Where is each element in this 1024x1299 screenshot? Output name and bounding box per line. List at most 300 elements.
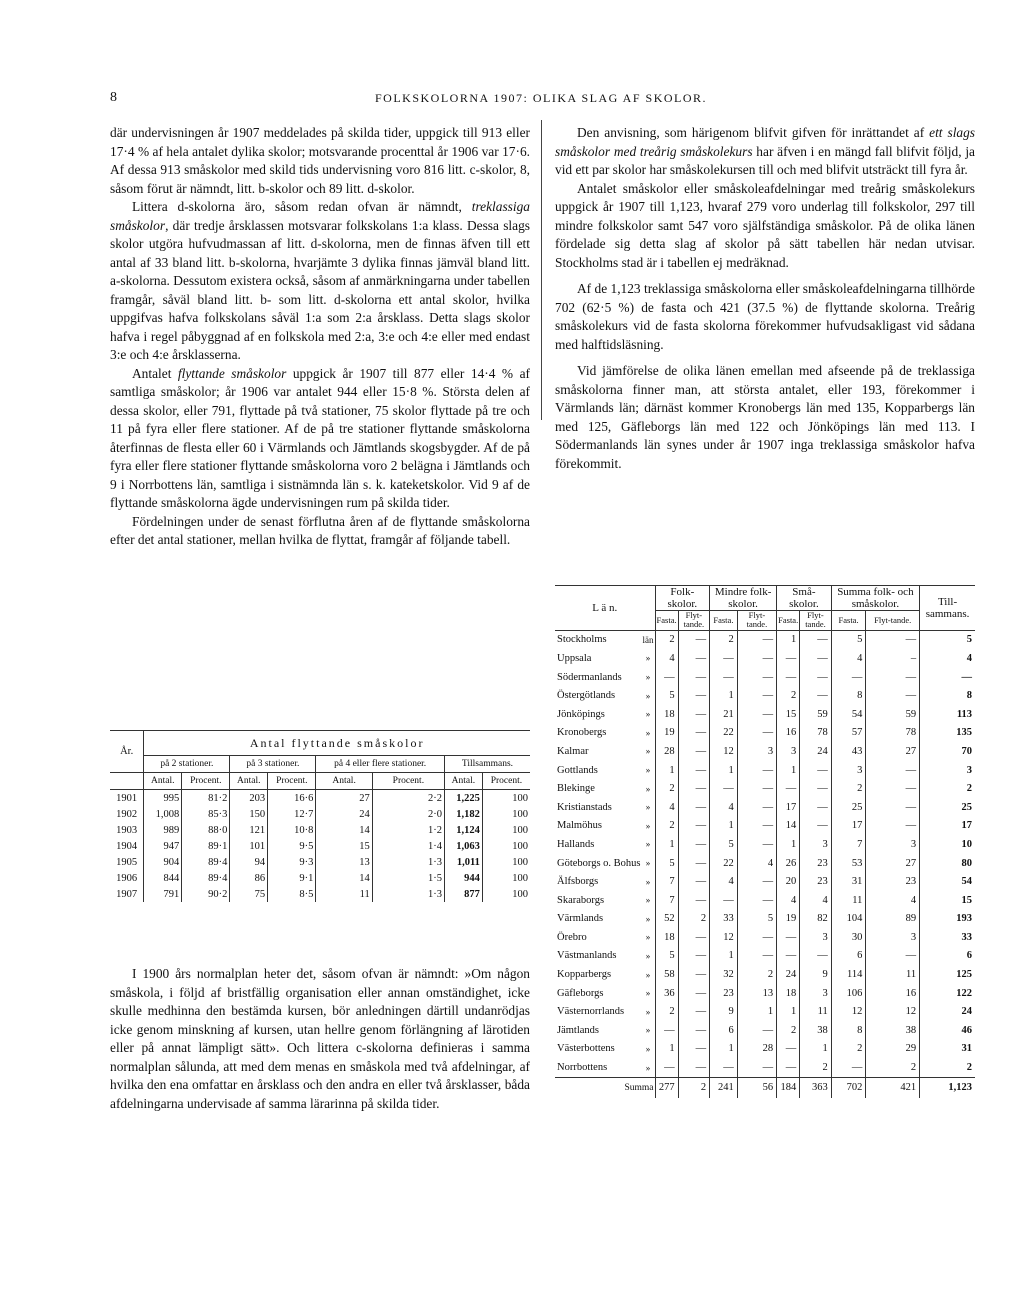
table-cell: — — [800, 686, 831, 705]
table-cell: — — [678, 947, 709, 966]
table-cell: — — [678, 649, 709, 668]
table-cell: — — [777, 779, 800, 798]
lan-suffix: » — [642, 798, 656, 817]
table-cell: 1,124 — [444, 822, 482, 838]
table-cell: 10 — [961, 838, 972, 850]
table-cell: — — [866, 686, 920, 705]
table-cell: — — [737, 668, 776, 687]
sum-cell: 277 — [655, 1077, 678, 1098]
treklassiga-table-body — [555, 630, 975, 1098]
table-cell: 80 — [961, 857, 972, 869]
table-cell: 15 — [316, 838, 372, 854]
table-cell: 4 — [655, 649, 678, 668]
table-cell: 3 — [800, 928, 831, 947]
table-cell: 28 — [737, 1040, 776, 1059]
sum-cell: 56 — [737, 1077, 776, 1098]
table-cell: 3 — [777, 742, 800, 761]
total-header: Till-sammans. — [925, 595, 970, 620]
lan-name: Gäfleborgs — [557, 987, 604, 999]
table-cell: 100 — [512, 840, 528, 852]
table-cell: 1 — [710, 817, 738, 836]
table-cell: — — [678, 630, 709, 649]
lan-name: Hallands — [557, 838, 595, 850]
table-cell: — — [800, 649, 831, 668]
table-cell: 2 — [655, 1002, 678, 1021]
table-cell: 1 — [777, 1002, 800, 1021]
table-row — [555, 910, 975, 929]
lan-name: Södermanlands — [557, 671, 622, 683]
left-paragraph-3-lead: Antalet — [132, 365, 178, 381]
table-cell: — — [678, 761, 709, 780]
table-cell: 944 — [444, 870, 482, 886]
sub-header: Antal. — [230, 773, 268, 790]
table-cell: — — [866, 947, 920, 966]
sub-header: Procent. — [182, 773, 230, 790]
page-header — [110, 90, 930, 112]
table-cell: 14 — [316, 822, 372, 838]
sub-header: Procent. — [490, 776, 523, 786]
table-cell: 4 — [800, 891, 831, 910]
flyttande-table-body — [110, 790, 530, 903]
table-cell: 2 — [655, 817, 678, 836]
table-cell: 57 — [831, 724, 866, 743]
lan-suffix: » — [642, 724, 656, 743]
table-cell: 1 — [777, 630, 800, 649]
table-cell: 12 — [710, 928, 738, 947]
table-row — [555, 947, 975, 966]
lan-suffix: » — [642, 705, 656, 724]
table-cell: 11 — [866, 965, 920, 984]
table-cell: 3 — [800, 984, 831, 1003]
table-row — [555, 854, 975, 873]
paragraph-gap — [555, 272, 975, 280]
table-cell: 53 — [831, 854, 866, 873]
table-cell: — — [655, 1021, 678, 1040]
lan-name: Kopparbergs — [557, 969, 612, 981]
lan-name: Malmöhus — [557, 820, 602, 832]
table-cell: 2·2 — [372, 790, 444, 807]
table-cell: 54 — [831, 705, 866, 724]
table-cell: 5 — [966, 634, 972, 646]
table-cell: 46 — [961, 1024, 972, 1036]
left-paragraph-2-lead: Littera d-skolorna äro, såsom redan ofvan är nämndt, — [132, 199, 472, 214]
table-cell: — — [678, 705, 709, 724]
table-row — [110, 806, 530, 822]
table-cell: 114 — [831, 965, 866, 984]
table-row — [555, 928, 975, 947]
table-cell: 101 — [230, 838, 268, 854]
table-cell: 1,225 — [444, 790, 482, 807]
table-cell: 1·5 — [372, 870, 444, 886]
table-cell: 4 — [831, 649, 866, 668]
table-cell: 100 — [512, 856, 528, 868]
table-cell: — — [737, 724, 776, 743]
table-cell: 17 — [777, 798, 800, 817]
table-cell: 2 — [737, 965, 776, 984]
table-cell: 7 — [831, 835, 866, 854]
table-row — [110, 854, 530, 870]
table-row — [110, 886, 530, 902]
table-cell: — — [866, 761, 920, 780]
col-group-2: på 2 stationer. — [144, 756, 230, 773]
table-cell: 90·2 — [182, 886, 230, 902]
table-cell: — — [737, 779, 776, 798]
lan-suffix: » — [642, 1021, 656, 1040]
table-cell: 3 — [737, 742, 776, 761]
lan-name: Stockholms — [557, 634, 607, 646]
table-cell: — — [777, 947, 800, 966]
table-cell: 100 — [512, 808, 528, 820]
table-row — [555, 705, 975, 724]
table-cell: 1,008 — [144, 806, 182, 822]
lan-suffix: » — [642, 928, 656, 947]
table-cell: 9·1 — [268, 870, 316, 886]
table-cell: 4 — [777, 891, 800, 910]
table-cell: — — [678, 798, 709, 817]
table-row — [555, 761, 975, 780]
table-cell: — — [800, 761, 831, 780]
table-cell: 27 — [866, 854, 920, 873]
sum-cell: 421 — [866, 1077, 920, 1098]
table-cell: 1·3 — [372, 886, 444, 902]
table-cell: 122 — [956, 987, 972, 999]
table-cell: 3 — [866, 835, 920, 854]
left-paragraph-2 — [110, 198, 530, 365]
table-cell: — — [737, 705, 776, 724]
table-cell: — — [831, 1058, 866, 1077]
table-cell: — — [655, 1058, 678, 1077]
table-cell: — — [800, 630, 831, 649]
table-cell: 4 — [737, 854, 776, 873]
table-cell: 58 — [655, 965, 678, 984]
table-cell: 1,063 — [444, 838, 482, 854]
lan-suffix: » — [642, 854, 656, 873]
lan-suffix: » — [642, 649, 656, 668]
table-cell: 23 — [866, 872, 920, 891]
fasta-header: Fasta. — [777, 611, 800, 631]
table-cell: — — [678, 1002, 709, 1021]
table-cell: 18 — [655, 928, 678, 947]
table-cell: — — [800, 668, 831, 687]
table-cell: — — [710, 649, 738, 668]
table-cell: — — [866, 779, 920, 798]
table-cell: — — [777, 928, 800, 947]
table-row — [555, 965, 975, 984]
table-cell: 2 — [777, 686, 800, 705]
table-cell: — — [737, 872, 776, 891]
table-cell: 1·4 — [372, 838, 444, 854]
table-row — [555, 1040, 975, 1059]
table-cell: — — [710, 891, 738, 910]
table-cell: 4 — [710, 872, 738, 891]
table-cell: 121 — [230, 822, 268, 838]
right-paragraph-1-rest: har äfven i en mängd fall blifvit följd, ja vid ett par skolor har småskolekursen till och med blifvit utsträckt till fyra år. — [555, 143, 975, 177]
right-paragraph-3: Af de 1,123 treklassiga småskolorna eller småskoleafdelningarna tillhörde 702 (62·5 %) de fasta och 421 (37.5 %) de flyttande skolorna. Treårig småskolekurs vid de fasta skolorna förekommer hufvudsakligast vid sådana med halftidsläsning. — [555, 281, 975, 352]
table-cell: 125 — [956, 969, 972, 981]
table-row — [555, 1002, 975, 1021]
sub-header: Procent. — [372, 773, 444, 790]
table-cell: 1 — [710, 1040, 738, 1059]
table-cell: 5 — [655, 686, 678, 705]
table-cell: 12 — [831, 1002, 866, 1021]
table-cell: 21 — [710, 705, 738, 724]
table-cell: — — [777, 1058, 800, 1077]
italic-phrase-treårig: ett slags småskolor med treårig småskolekurs — [555, 125, 976, 159]
lan-name: Västerbottens — [557, 1043, 615, 1055]
table-cell: 989 — [144, 822, 182, 838]
table-cell: — — [831, 668, 866, 687]
lan-suffix: » — [642, 984, 656, 1003]
table-cell: 38 — [866, 1021, 920, 1040]
table-row — [555, 1021, 975, 1040]
lan-name: Blekinge — [557, 783, 595, 795]
table-cell: 23 — [800, 872, 831, 891]
lan-suffix: » — [642, 686, 656, 705]
sub-header: Antal. — [144, 773, 182, 790]
lan-suffix: » — [642, 947, 656, 966]
table-cell: 3 — [866, 928, 920, 947]
table-cell: — — [737, 686, 776, 705]
table-cell: 24 — [777, 965, 800, 984]
table-cell: 25 — [961, 801, 972, 813]
table-cell: 33 — [710, 910, 738, 929]
table-cell: — — [737, 835, 776, 854]
table-cell: 10·8 — [268, 822, 316, 838]
running-title: FOLKSKOLORNA 1907: OLIKA SLAG AF SKOLOR. — [375, 91, 708, 105]
table-cell: 29 — [866, 1040, 920, 1059]
group-smaskolor: Små-skolor. — [777, 586, 832, 611]
table-cell: 6 — [831, 947, 866, 966]
lan-name: Göteborgs o. Bohus — [557, 857, 641, 869]
table-cell: 24 — [961, 1006, 972, 1018]
table-cell: 2 — [655, 630, 678, 649]
table-cell: 27 — [866, 742, 920, 761]
table-cell: — — [678, 742, 709, 761]
table-cell: 31 — [961, 1043, 972, 1055]
flyttande-header: Flyt-tande. — [866, 611, 920, 631]
table-cell: 36 — [655, 984, 678, 1003]
table-cell: 2 — [710, 630, 738, 649]
table-cell: — — [737, 947, 776, 966]
table-cell: 78 — [800, 724, 831, 743]
table-cell: 5 — [655, 947, 678, 966]
table-cell: 2 — [777, 1021, 800, 1040]
fasta-header: Fasta. — [655, 611, 678, 631]
lan-name: Skaraborgs — [557, 894, 605, 906]
table-cell: — — [678, 928, 709, 947]
table-cell: — — [678, 1058, 709, 1077]
lan-name: Kalmar — [557, 745, 589, 757]
table-cell: 5 — [831, 630, 866, 649]
group-mindre: Mindre folk-skolor. — [710, 586, 777, 611]
table-cell: 15 — [961, 894, 972, 906]
col-group-4: på 4 eller flere stationer. — [316, 756, 445, 773]
table-cell: — — [800, 798, 831, 817]
table-cell: 904 — [144, 854, 182, 870]
table-cell: 19 — [655, 724, 678, 743]
table-row — [110, 790, 530, 807]
table-cell: 7 — [655, 891, 678, 910]
sum-row — [555, 1077, 975, 1098]
table-cell: — — [866, 668, 920, 687]
table-cell: 8 — [831, 1021, 866, 1040]
table-cell: 995 — [144, 790, 182, 807]
table-cell: 104 — [831, 910, 866, 929]
table-cell: 2 — [866, 1058, 920, 1077]
table-cell: 9·3 — [268, 854, 316, 870]
page-number: 8 — [110, 90, 117, 105]
lan-header: L ä n. — [555, 586, 655, 631]
table-cell: 113 — [956, 708, 972, 720]
table-cell: 13 — [737, 984, 776, 1003]
table-cell: — — [777, 668, 800, 687]
group-folkskolor: Folk-skolor. — [655, 586, 710, 611]
table-cell: 43 — [831, 742, 866, 761]
table-cell: 100 — [512, 888, 528, 900]
table-cell: — — [800, 779, 831, 798]
right-paragraph-1-lead: Den anvisning, som härigenom blifvit gifven för inrättandet af — [577, 125, 930, 140]
table-cell: 15 — [777, 705, 800, 724]
group-header: Antal flyttande småskolor — [144, 731, 530, 756]
table-cell: — — [737, 891, 776, 910]
year-cell: 1906 — [110, 870, 144, 886]
table-cell: 2 — [678, 910, 709, 929]
table-row — [555, 835, 975, 854]
lan-suffix: » — [642, 910, 656, 929]
fasta-header: Fasta. — [710, 611, 738, 631]
lan-suffix: » — [642, 742, 656, 761]
table-cell: 2 — [655, 779, 678, 798]
year-cell: 1904 — [110, 838, 144, 854]
flyttande-header: Flyt-tande. — [678, 611, 709, 631]
table-cell: 38 — [800, 1021, 831, 1040]
table-cell: — — [737, 817, 776, 836]
table-cell: 22 — [710, 724, 738, 743]
table-cell: 3 — [966, 764, 972, 776]
flyttande-table — [110, 730, 530, 902]
sum-cell: 363 — [800, 1077, 831, 1098]
fasta-header: Fasta. — [831, 611, 866, 631]
table-cell: — — [737, 649, 776, 668]
right-paragraph-2: Antalet småskolor eller småskoleafdelningar med treårig småskolekurs uppgick år 1907 till 1,123, hvaraf 279 voro underlag till folkskolor, 297 till mindre folkskolor samt 547 voro själfständiga småskolor. På de olika länen fördelade sig detta slag af skolor på sätt tabellen här nedan utvisar. Stockholms stad är i tabellen ej medräknad. — [555, 180, 975, 270]
lan-name: Uppsala — [557, 652, 592, 664]
table-cell: 6 — [710, 1021, 738, 1040]
table-cell: 31 — [831, 872, 866, 891]
table-cell: — — [800, 947, 831, 966]
table-row — [110, 822, 530, 838]
sum-cell: 1,123 — [948, 1082, 972, 1094]
table-cell: — — [678, 1021, 709, 1040]
table-cell: 16 — [777, 724, 800, 743]
table-cell: 193 — [956, 913, 972, 925]
table-cell: — — [678, 835, 709, 854]
table-cell: — — [961, 671, 972, 683]
sum-cell: 184 — [777, 1077, 800, 1098]
table-cell: — — [678, 817, 709, 836]
table-cell: 1,182 — [444, 806, 482, 822]
lan-suffix: » — [642, 1002, 656, 1021]
treklassiga-table — [555, 585, 975, 1098]
table-cell: 23 — [800, 854, 831, 873]
lan-name: Västernorrlands — [557, 1006, 625, 1018]
table-cell: 2 — [831, 779, 866, 798]
sum-label: Summa — [555, 1077, 655, 1098]
table-cell: 11 — [831, 891, 866, 910]
table-cell: — — [737, 928, 776, 947]
table-cell: — — [678, 1040, 709, 1059]
table-cell: 14 — [316, 870, 372, 886]
year-cell: 1902 — [110, 806, 144, 822]
table-cell: 16 — [866, 984, 920, 1003]
lan-name: Kronobergs — [557, 727, 607, 739]
left-paragraph-2-rest: , där tredje årsklassen motsvarar folkskolans 1:a klass. Dessa slags skolor utgöra hufvudmassan af litt. d-skolorna, men de finnas äfven till ett antal af 33 bland litt. b-skolorna, hvarjämte 3 dylika finnas jämväl bland litt. a-skolorna. Dessutom existera också, såsom af anmärkningarna under tabellen framgår, såväl bland litt. b- som litt. d-skolorna ett antal skolor, hvilka uppgifvas hafva folkskolans såväl 1:a som 2:a årsklass. Detta slags skolor hafva i regel påbyggnad af en folkskola med 2:a, 3:e och 4:e eller med endast 3:e och 4:e årsklasserna. — [110, 217, 530, 362]
table-cell: 3 — [800, 835, 831, 854]
table-cell: 24 — [316, 806, 372, 822]
table-cell: 32 — [710, 965, 738, 984]
lan-suffix: » — [642, 761, 656, 780]
table-cell: 5 — [655, 854, 678, 873]
table-row — [555, 724, 975, 743]
table-cell: — — [710, 1058, 738, 1077]
group-summa: Summa folk- och småskolor. — [831, 586, 919, 611]
flyttande-header: Flyt-tande. — [737, 611, 776, 631]
lan-suffix: » — [642, 668, 656, 687]
lan-suffix: län — [642, 630, 656, 649]
lan-suffix: » — [642, 835, 656, 854]
table-cell: 135 — [956, 727, 972, 739]
table-cell: 1 — [737, 1002, 776, 1021]
lan-suffix: » — [642, 891, 656, 910]
table-cell: 17 — [961, 820, 972, 832]
table-cell: 4 — [710, 798, 738, 817]
table-cell: 25 — [831, 798, 866, 817]
lan-name: Älfsborgs — [557, 876, 599, 888]
table-cell: 2 — [800, 1058, 831, 1077]
lan-name: Norrbottens — [557, 1062, 608, 1074]
table-cell: 8·5 — [268, 886, 316, 902]
table-cell: 85·3 — [182, 806, 230, 822]
table-cell: 100 — [512, 872, 528, 884]
lan-name: Kristianstads — [557, 801, 612, 813]
table-cell: 16·6 — [268, 790, 316, 807]
table-cell: 1·2 — [372, 822, 444, 838]
table-cell: 100 — [512, 792, 528, 804]
table-cell: 70 — [961, 745, 972, 757]
sum-cell: 2 — [678, 1077, 709, 1098]
left-paragraph-4: Fördelningen under de senast förflutna åren af de flyttande småskolorna efter det antal stationer, mellan hvilka de flyttat, framgår af följande tabell. — [110, 513, 530, 547]
italic-phrase-flyttande: flyttande småskolor — [177, 365, 287, 381]
table-cell: — — [678, 724, 709, 743]
table-cell: 2·0 — [372, 806, 444, 822]
table-cell: 78 — [866, 724, 920, 743]
lan-name: Värmlands — [557, 913, 604, 925]
table-cell: 89·4 — [182, 854, 230, 870]
lan-name: Jönköpings — [557, 708, 605, 720]
table-cell: – — [866, 649, 920, 668]
table-cell: — — [710, 668, 738, 687]
table-cell: 8 — [831, 686, 866, 705]
lan-suffix: » — [642, 817, 656, 836]
table-cell: 1 — [800, 1040, 831, 1059]
column-rule — [541, 120, 542, 420]
table-cell: 89·1 — [182, 838, 230, 854]
table-cell: — — [655, 668, 678, 687]
table-cell: — — [737, 761, 776, 780]
table-cell: 86 — [230, 870, 268, 886]
lan-suffix: » — [642, 779, 656, 798]
table-cell: 12 — [710, 742, 738, 761]
table-cell: 12·7 — [268, 806, 316, 822]
